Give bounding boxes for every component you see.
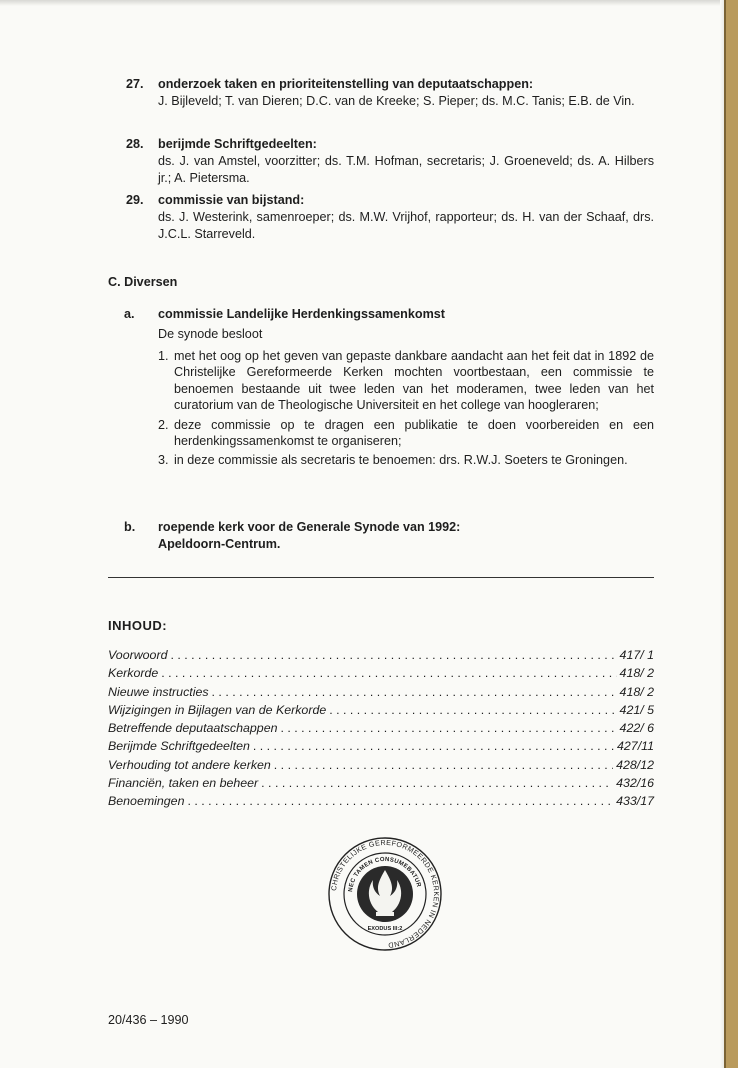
sub-item-letter: b. [124, 520, 136, 534]
seal-outer-text: CHRISTELIJKE GEREFORMEERDE KERKEN IN NEDERLAND [329, 837, 442, 950]
toc-entry-label: Voorwoord [108, 648, 168, 662]
decision-points [158, 348, 654, 472]
item-27 [126, 76, 654, 110]
dot-leader [212, 685, 617, 699]
toc-entry-label: Kerkorde [108, 666, 159, 681]
dot-leader [261, 776, 613, 790]
toc-entry[interactable] [108, 776, 654, 794]
toc-entry[interactable] [108, 794, 654, 812]
seal-inner-text: NEC TAMEN CONSUMEBATUR [348, 856, 422, 893]
toc-entry-page: 421/ 5 [619, 702, 654, 717]
section-heading: C. Diversen [108, 275, 178, 289]
toc-entry[interactable] [108, 685, 654, 703]
point-number: 1. [158, 349, 169, 363]
toc-entry-label: Financiën, taken en beheer [108, 776, 259, 791]
church-seal-logo [326, 832, 444, 972]
sub-item-title: commissie Landelijke Herdenkingssamenkomst [158, 307, 445, 321]
toc-heading: INHOUD: [108, 618, 168, 633]
item-29 [126, 192, 654, 243]
section-divider [108, 577, 654, 578]
item-body: J. Bijleveld; T. van Dieren; D.C. van de Kreeke; S. Pieper; ds. M.C. Tanis; E.B. de Vin. [158, 94, 635, 108]
item-number: 27. [126, 77, 144, 91]
dot-leader [329, 703, 616, 717]
sub-item-letter: a. [124, 307, 135, 321]
toc-entry[interactable] [108, 648, 654, 666]
toc-entry-label: Verhouding tot andere kerken [108, 757, 271, 772]
toc-entry-label: Wijzigingen in Bijlagen van de Kerkorde [108, 702, 327, 717]
dot-leader [161, 666, 616, 680]
toc-entry-label: Nieuwe instructies [108, 684, 209, 699]
dot-leader [280, 721, 616, 735]
toc-entry-page: 422/ 6 [619, 721, 654, 736]
decision-point [158, 417, 654, 450]
toc-entry-label: Betreffende deputaatschappen [108, 721, 278, 736]
toc-entry[interactable] [108, 739, 654, 757]
toc-entry-label: Benoemingen [108, 794, 185, 809]
sub-item-a [124, 306, 654, 343]
toc-entry-page: 417/ 1 [619, 648, 654, 662]
binding-spine [724, 0, 738, 1068]
toc-entry-page: 418/ 2 [619, 666, 654, 681]
decision-point [158, 452, 654, 468]
toc-entry-page: 418/ 2 [619, 684, 654, 699]
toc-entry[interactable] [108, 721, 654, 739]
item-body: ds. J. Westerink, samenroeper; ds. M.W. Vrijhof, rapporteur; ds. H. van der Schaaf, drs. J.C.L. Starreveld. [158, 210, 654, 241]
toc-entry[interactable] [108, 703, 654, 721]
sub-item-title: roepende kerk voor de Generale Synode van 1992: [158, 520, 461, 534]
item-title: commissie van bijstand: [158, 193, 305, 207]
item-title: berijmde Schriftgedeelten: [158, 137, 317, 151]
table-of-contents [108, 648, 654, 813]
page-footer: 20/436 – 1990 [108, 1013, 189, 1027]
toc-entry[interactable] [108, 666, 654, 684]
dot-leader [253, 739, 614, 753]
item-title: onderzoek taken en prioriteitenstelling van deputaatschappen: [158, 77, 534, 91]
toc-entry-page: 427/11 [617, 739, 654, 754]
item-number: 28. [126, 137, 144, 151]
toc-entry-page: 428/12 [616, 757, 654, 772]
decision-point [158, 348, 654, 414]
bush-base [376, 912, 394, 916]
toc-entry-label: Berijmde Schriftgedeelten [108, 739, 250, 754]
toc-entry[interactable] [108, 758, 654, 776]
dot-leader [170, 648, 616, 662]
item-body: ds. J. van Amstel, voorzitter; ds. T.M. Hofman, secretaris; J. Groeneveld; ds. A. Hilbers jr.; A. Pietersma. [158, 154, 654, 185]
item-28 [126, 136, 654, 187]
point-text: met het oog op het geven van gepaste dankbare aandacht aan het feit dat in 1892 de Christelijke Gereformeerde Kerken mochten voortbestaan, een commissie te benoemen bestaande uit twee leden van het moderamen, twee leden van het curatorium van de Theologische Universiteit en het college van hoogleraren; [174, 349, 654, 413]
seal-bottom-text: EXODUS III:2 [367, 926, 403, 932]
item-number: 29. [126, 193, 144, 207]
dot-leader [274, 758, 613, 772]
sub-item-b [124, 519, 654, 553]
dot-leader [187, 794, 613, 808]
point-number: 2. [158, 417, 169, 432]
toc-entry-page: 432/16 [616, 776, 654, 791]
point-text: in deze commissie als secretaris te benoemen: drs. R.W.J. Soeters te Groningen. [174, 453, 628, 468]
point-text: deze commissie op te dragen een publikatie te doen voorbereiden en een herdenkingssamenkomst te organiseren; [174, 417, 654, 449]
toc-entry-page: 433/17 [616, 794, 654, 809]
sub-item-body: Apeldoorn-Centrum. [158, 537, 281, 551]
sub-item-intro: De synode besloot [158, 327, 263, 341]
point-number: 3. [158, 453, 169, 468]
scan-edge [0, 0, 738, 6]
